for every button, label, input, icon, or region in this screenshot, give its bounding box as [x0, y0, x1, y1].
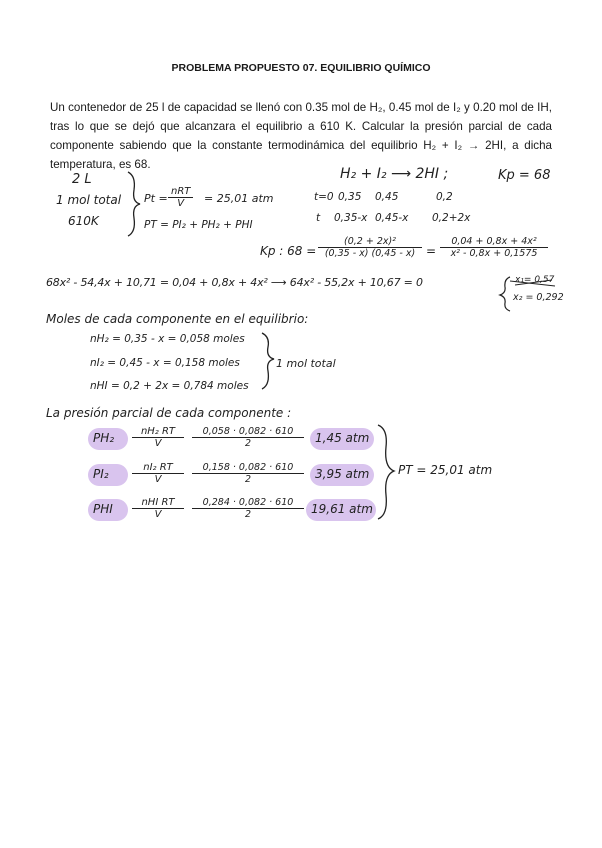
- pi2-value-numerator: 0,158 · 0,082 · 610: [192, 462, 304, 474]
- pt-equation-right: = 25,01 atm: [204, 192, 274, 205]
- ice-row1-label: t: [316, 212, 321, 224]
- pt-denominator: V: [177, 198, 185, 209]
- kp-fraction-1-denominator: (0,35 - x) (0,45 - x): [324, 248, 416, 259]
- partial-heading: La presión parcial de cada componente :: [46, 406, 292, 420]
- pt-equation-left: Pt =: [144, 192, 168, 205]
- ph2-value-numerator: 0,058 · 0,082 · 610: [192, 426, 304, 438]
- root-x1: x₁= 0,57: [515, 275, 555, 285]
- ice-row0-hi: 0,2: [436, 191, 453, 203]
- ice-row1-i2: 0,45-x: [375, 212, 409, 224]
- ph2-fraction: [132, 426, 184, 449]
- moles-total: 1 mol total: [276, 357, 336, 370]
- total-moles-value: 1 mol total: [56, 193, 122, 207]
- pi2-result: 3,95 atm: [315, 467, 370, 481]
- document-title: PROBLEMA PROPUESTO 07. EQUILIBRIO QUÍMICO: [171, 62, 431, 74]
- phi-value-numerator: 0,284 · 0,082 · 610: [192, 497, 304, 509]
- phi-label: PHI: [93, 502, 113, 516]
- pi2-value-fraction: [192, 462, 304, 485]
- phi-numerator: nHI RT: [132, 497, 184, 509]
- phi-fraction: [132, 497, 184, 520]
- ice-row1-h2: 0,35-x: [334, 212, 368, 224]
- temperature-value: 610K: [68, 214, 99, 228]
- kp-fraction-2: [440, 236, 548, 259]
- pi2-denominator: V: [154, 474, 162, 485]
- phi-result: 19,61 atm: [311, 502, 373, 516]
- ice-row0-label: t=0: [314, 191, 334, 203]
- pi2-numerator: nI₂ RT: [132, 462, 184, 474]
- pt-total: PT = 25,01 atm: [398, 463, 493, 477]
- kp-fraction-2-numerator: 0,04 + 0,8x + 4x²: [440, 236, 548, 248]
- pt-numerator: nRT: [168, 186, 193, 198]
- kp-value: Kp = 68: [498, 168, 551, 183]
- kp-fraction-1-numerator: (0,2 + 2x)²: [318, 236, 422, 248]
- quadratic-equation: 68x² - 54,4x + 10,71 = 0,04 + 0,8x + 4x² ⟶ 64x² - 55,2x + 10,67 = 0: [46, 276, 423, 289]
- pt-equation-fraction: [168, 186, 193, 209]
- phi-denominator: V: [154, 509, 162, 520]
- kp-fraction-1: [318, 236, 422, 259]
- ph2-numerator: nH₂ RT: [132, 426, 184, 438]
- pi2-fraction: [132, 462, 184, 485]
- moles-h2: nH₂ = 0,35 - x = 0,058 moles: [90, 333, 245, 345]
- ph2-value-denominator: 2: [244, 438, 252, 449]
- reaction-equation: H₂ + I₂ ⟶ 2HI ;: [340, 166, 449, 182]
- pi2-label: PI₂: [93, 467, 109, 481]
- ph2-value-fraction: [192, 426, 304, 449]
- ice-row0-i2: 0,45: [375, 191, 399, 203]
- ph2-label: PH₂: [93, 431, 115, 445]
- pi2-value-denominator: 2: [244, 474, 252, 485]
- volume-value: 2 L: [72, 172, 92, 187]
- ice-row0-h2: 0,35: [338, 191, 362, 203]
- problem-statement: Un contenedor de 25 l de capacidad se llenó con 0.35 mol de H₂, 0.45 mol de I₂ y 0.20 mol de IH, tras lo que se dejó que alcanzara el equilibrio a 610 K. Calcular la presión parcial de cada componente sabiendo que la constante termodinámica del equilibrio H₂ + I₂ → 2HI, a dicha temperatura, es 68.: [50, 101, 552, 171]
- pt-sum-equation: PT = PI₂ + PH₂ + PHI: [144, 219, 253, 231]
- root-x2: x₂ = 0,292: [513, 292, 564, 303]
- moles-heading: Moles de cada componente en el equilibrio:: [46, 312, 309, 326]
- ph2-result: 1,45 atm: [315, 431, 370, 445]
- kp-equation-left: Kp : 68 =: [260, 244, 317, 258]
- phi-value-denominator: 2: [244, 509, 252, 520]
- moles-i2: nI₂ = 0,45 - x = 0,158 moles: [90, 357, 240, 369]
- moles-hi: nHI = 0,2 + 2x = 0,784 moles: [90, 380, 249, 392]
- ice-row1-hi: 0,2+2x: [432, 212, 471, 224]
- kp-equals: =: [426, 244, 437, 258]
- kp-fraction-2-denominator: x² - 0,8x + 0,1575: [450, 248, 538, 259]
- ph2-denominator: V: [154, 438, 162, 449]
- phi-value-fraction: [192, 497, 304, 520]
